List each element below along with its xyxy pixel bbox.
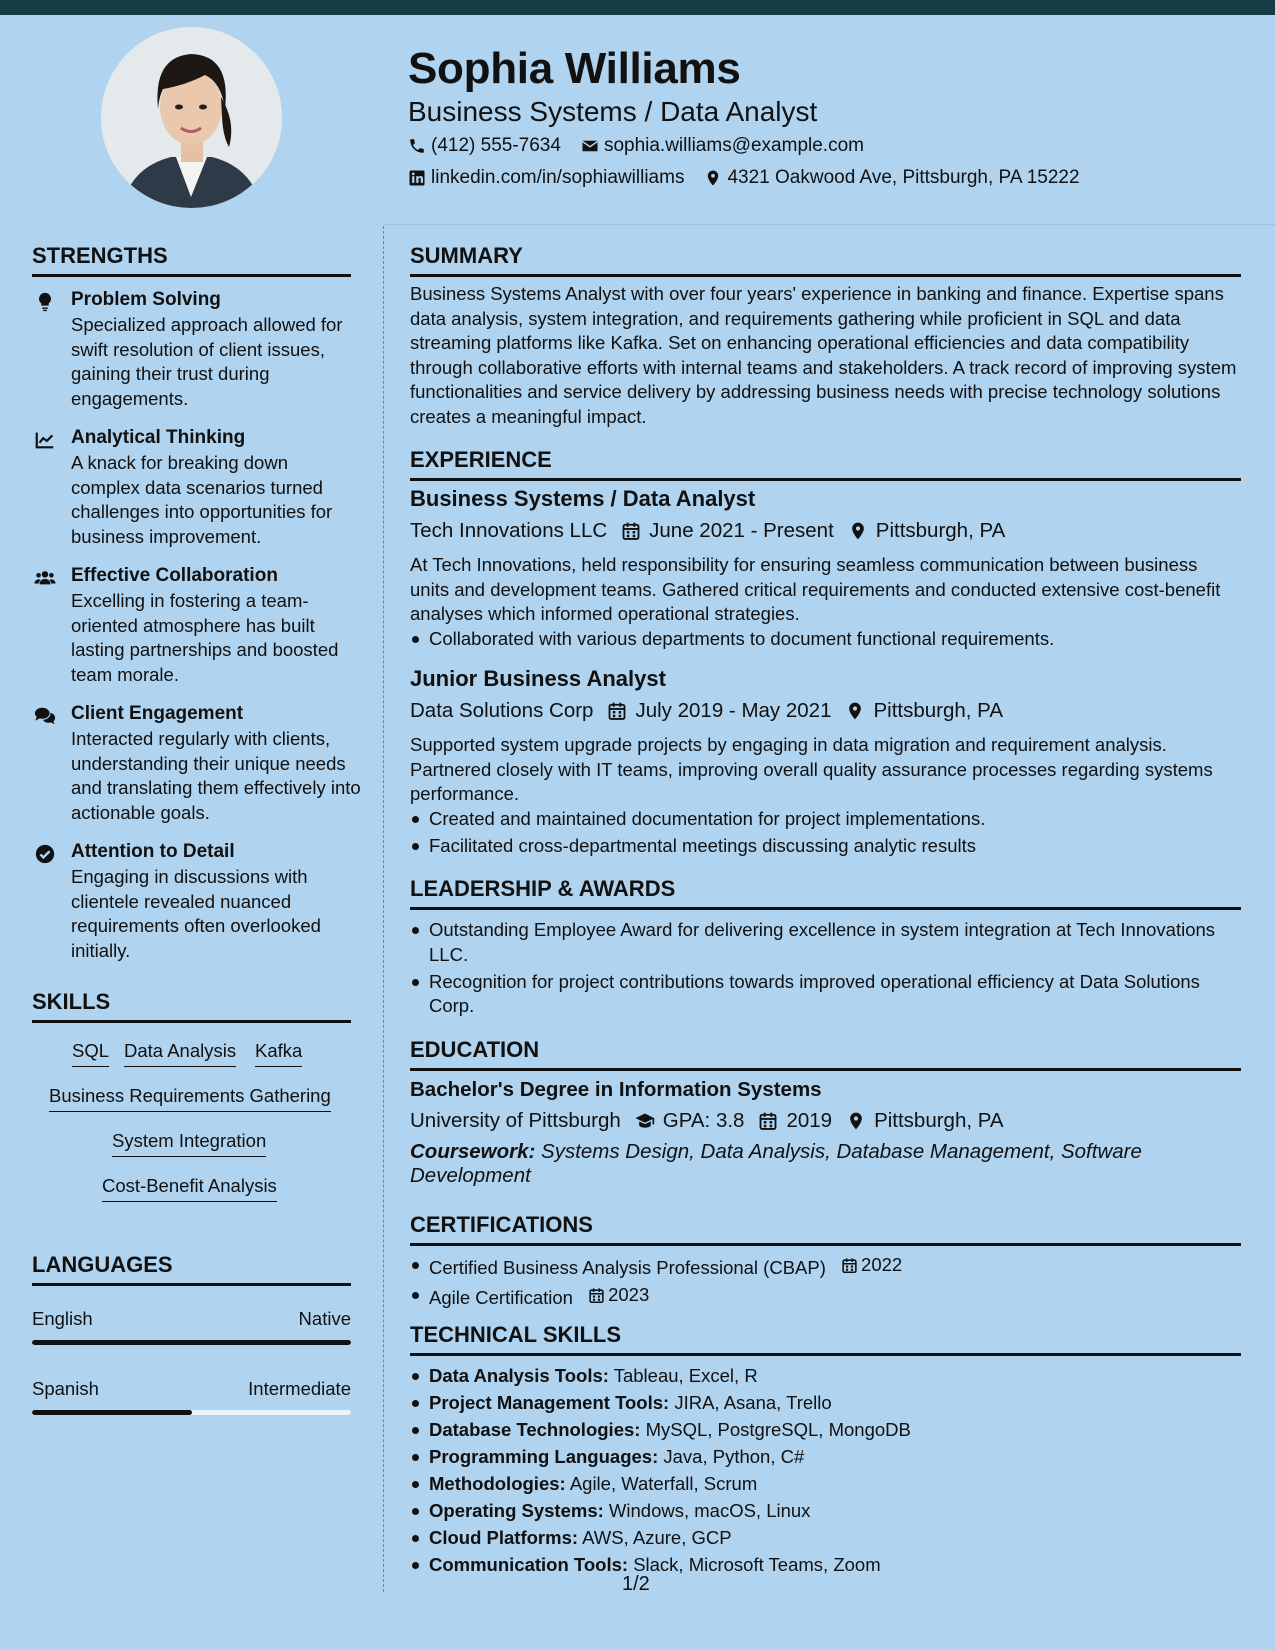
calendar-icon (621, 521, 641, 541)
graduation-cap-icon (635, 1111, 655, 1131)
certification-name: Agile Certification (429, 1286, 573, 1308)
list-item (410, 1391, 1240, 1416)
language-name: Spanish (32, 1378, 99, 1399)
language-proficiency-fill (32, 1410, 192, 1415)
strengths-heading: STRENGTHS (32, 242, 351, 277)
calendar-icon (841, 1257, 858, 1274)
phone-item (408, 134, 561, 158)
list-item: Recognition for project contributions towards improved operational efficiency at Data Solutions Corp. (410, 970, 1240, 1019)
tech-skill-label: Methodologies: (429, 1473, 566, 1494)
job-location: Pittsburgh, PA (873, 699, 1004, 722)
job-bullets (410, 807, 1240, 861)
list-item (410, 1526, 1240, 1551)
company-name: Data Solutions Corp (410, 699, 594, 722)
tech-skill-value: Tableau, Excel, R (613, 1365, 758, 1386)
job-bullets (410, 627, 1240, 654)
lightbulb-icon (34, 291, 56, 313)
email-item[interactable] (581, 134, 864, 158)
email-text[interactable]: sophia.williams@example.com (603, 135, 864, 156)
language-row (32, 1307, 351, 1331)
job-dates: June 2021 - Present (649, 519, 834, 542)
list-item: Facilitated cross-departmental meetings discussing analytic results (410, 834, 1240, 859)
skill-tag: Kafka (255, 1039, 302, 1067)
phone-text: (412) 555-7634 (431, 135, 561, 156)
list-item (410, 1253, 1240, 1280)
company-name: Tech Innovations LLC (410, 519, 608, 542)
technical-skills-heading: TECHNICAL SKILLS (410, 1321, 1241, 1356)
strength-desc: A knack for breaking down complex data scenarios turned challenges into opportunities for business improvement. (71, 452, 333, 547)
job-description: At Tech Innovations, held responsibility for ensuring seamless communication between business units and development teams. Gathered critical requirements and conducted extensive cost-benefit analyses which informed operational strategies. (410, 554, 1221, 624)
tech-skill-value: JIRA, Asana, Trello (674, 1392, 832, 1413)
tech-skill-label: Programming Languages: (429, 1446, 659, 1467)
tech-skill-value: Slack, Microsoft Teams, Zoom (633, 1554, 881, 1575)
list-item (410, 1499, 1240, 1524)
language-proficiency-bar (32, 1410, 351, 1415)
certification-year: 2022 (861, 1254, 903, 1275)
column-divider (383, 226, 384, 1592)
certification-date (841, 1253, 902, 1278)
certifications-heading: CERTIFICATIONS (410, 1211, 1241, 1246)
job-title: Business Systems / Data Analyst (410, 486, 756, 511)
skill-tag: SQL (72, 1039, 109, 1067)
linkedin-icon (408, 169, 426, 187)
coursework-label: Coursework: (410, 1140, 536, 1163)
tech-skill-value: MySQL, PostgreSQL, MongoDB (645, 1419, 911, 1440)
graduation-year: 2019 (786, 1109, 833, 1132)
contact-row-1 (408, 134, 884, 158)
job-meta (410, 518, 1005, 544)
tech-skill-label: Data Analysis Tools: (429, 1365, 609, 1386)
strength-title: Analytical Thinking (71, 427, 246, 448)
tech-skill-label: Project Management Tools: (429, 1392, 670, 1413)
tech-skill-value: Agile, Waterfall, Scrum (569, 1473, 758, 1494)
calendar-icon (758, 1111, 778, 1131)
job-title: Junior Business Analyst (410, 666, 666, 691)
map-pin-icon (704, 169, 722, 187)
calendar-icon (588, 1287, 605, 1304)
comments-icon (34, 705, 56, 727)
calendar-icon (607, 701, 627, 721)
tech-skill-label: Operating Systems: (429, 1500, 604, 1521)
strength-desc: Engaging in discussions with clientele revealed nuanced requirements often overlooked initially. (71, 866, 321, 961)
tech-skill-label: Database Technologies: (429, 1419, 641, 1440)
linkedin-text[interactable]: linkedin.com/in/sophiawilliams (431, 167, 685, 188)
list-item (410, 1472, 1240, 1497)
certification-name: Certified Business Analysis Professional (CBAP) (429, 1256, 826, 1278)
list-item: Created and maintained documentation for project implementations. (410, 807, 1240, 832)
list-item (410, 1418, 1240, 1443)
strength-title: Client Engagement (71, 703, 244, 724)
strength-title: Attention to Detail (71, 841, 235, 862)
map-pin-icon (846, 1111, 866, 1131)
language-proficiency-bar (32, 1340, 351, 1345)
strength-desc: Excelling in fostering a team-oriented atmosphere has built lasting partnerships and boosted team morale. (71, 590, 339, 685)
summary-heading: SUMMARY (410, 242, 1241, 277)
coursework (410, 1140, 1170, 1188)
certification-year: 2023 (608, 1283, 650, 1305)
top-bar (0, 0, 1275, 15)
tech-skill-label: Cloud Platforms: (429, 1527, 579, 1548)
header-divider (384, 224, 1275, 225)
list-item (410, 1445, 1240, 1470)
map-pin-icon (848, 521, 868, 541)
language-level: Native (298, 1308, 351, 1329)
degree-title: Bachelor's Degree in Information Systems (410, 1078, 822, 1101)
tech-skill-value: Java, Python, C# (663, 1446, 805, 1467)
skills-heading: SKILLS (32, 988, 351, 1023)
certifications-list (410, 1253, 1240, 1313)
phone-icon (408, 137, 426, 155)
awards-list (410, 918, 1240, 1021)
certification-date (588, 1283, 649, 1308)
summary-text: Business Systems Analyst with over four years' experience in banking and finance. Expertise spans data analysis, system integration, and requirements gathering while proficient in SQL and data streaming platforms like Kafka. Set on enhancing operational efficiencies and data compatibility through collaborative efforts with internal teams and stakeholders. A track record of improving system functionalities and service delivery by addressing business needs with precise technology solutions creates a meaningful impact. (410, 283, 1237, 427)
check-circle-icon (34, 843, 56, 865)
candidate-title: Business Systems / Data Analyst (408, 96, 818, 127)
coursework-text: Systems Design, Data Analysis, Database Management, Software Development (410, 1140, 1142, 1187)
education-location: Pittsburgh, PA (874, 1109, 1004, 1132)
list-item (410, 1553, 1240, 1578)
skill-tag: System Integration (112, 1129, 266, 1157)
experience-heading: EXPERIENCE (410, 446, 1241, 481)
list-item (410, 1364, 1240, 1389)
technical-skills-list (410, 1364, 1240, 1580)
language-level: Intermediate (248, 1378, 351, 1399)
users-icon (34, 567, 56, 589)
education-meta (410, 1108, 1004, 1134)
address-item (704, 166, 1079, 190)
envelope-icon (581, 137, 599, 155)
list-item (410, 1283, 1240, 1310)
tech-skill-value: AWS, Azure, GCP (582, 1527, 732, 1548)
job-description: Supported system upgrade projects by engaging in data migration and requirement analysis. Partnered closely with IT teams, improving overall quality assurance processes regarding systems performance. (410, 734, 1213, 804)
page-number: 1/2 (622, 1573, 650, 1595)
job-dates: July 2019 - May 2021 (635, 699, 832, 722)
strength-title: Problem Solving (71, 289, 221, 310)
skill-tag: Business Requirements Gathering (49, 1084, 331, 1112)
job-location: Pittsburgh, PA (875, 519, 1006, 542)
gpa: GPA: 3.8 (662, 1109, 745, 1132)
education-heading: EDUCATION (410, 1036, 1241, 1071)
skill-tag: Data Analysis (124, 1039, 236, 1067)
list-item: Outstanding Employee Award for delivering excellence in system integration at Tech Innovations LLC. (410, 918, 1240, 967)
awards-heading: LEADERSHIP & AWARDS (410, 875, 1241, 910)
line-chart-icon (34, 429, 56, 451)
map-pin-icon (845, 701, 865, 721)
strength-desc: Specialized approach allowed for swift resolution of client issues, gaining their trust during engagements. (71, 314, 343, 409)
language-name: English (32, 1308, 93, 1329)
strength-title: Effective Collaboration (71, 565, 278, 586)
tech-skill-label: Communication Tools: (429, 1554, 629, 1575)
language-row (32, 1377, 351, 1401)
linkedin-item[interactable] (408, 166, 684, 190)
job-meta (410, 698, 1003, 724)
languages-heading: LANGUAGES (32, 1251, 351, 1286)
skill-tag: Cost-Benefit Analysis (102, 1174, 277, 1202)
list-item: Collaborated with various departments to document functional requirements. (410, 627, 1240, 652)
candidate-name: Sophia Williams (408, 44, 741, 93)
language-proficiency-fill (32, 1340, 351, 1345)
profile-photo (101, 27, 282, 208)
tech-skill-value: Windows, macOS, Linux (608, 1500, 811, 1521)
address-text: 4321 Oakwood Ave, Pittsburgh, PA 15222 (727, 167, 1080, 188)
strength-desc: Interacted regularly with clients, understanding their unique needs and translating them effectively into actionable goals. (71, 728, 361, 823)
school-name: University of Pittsburgh (410, 1109, 621, 1132)
contact-row-2 (408, 166, 1100, 190)
